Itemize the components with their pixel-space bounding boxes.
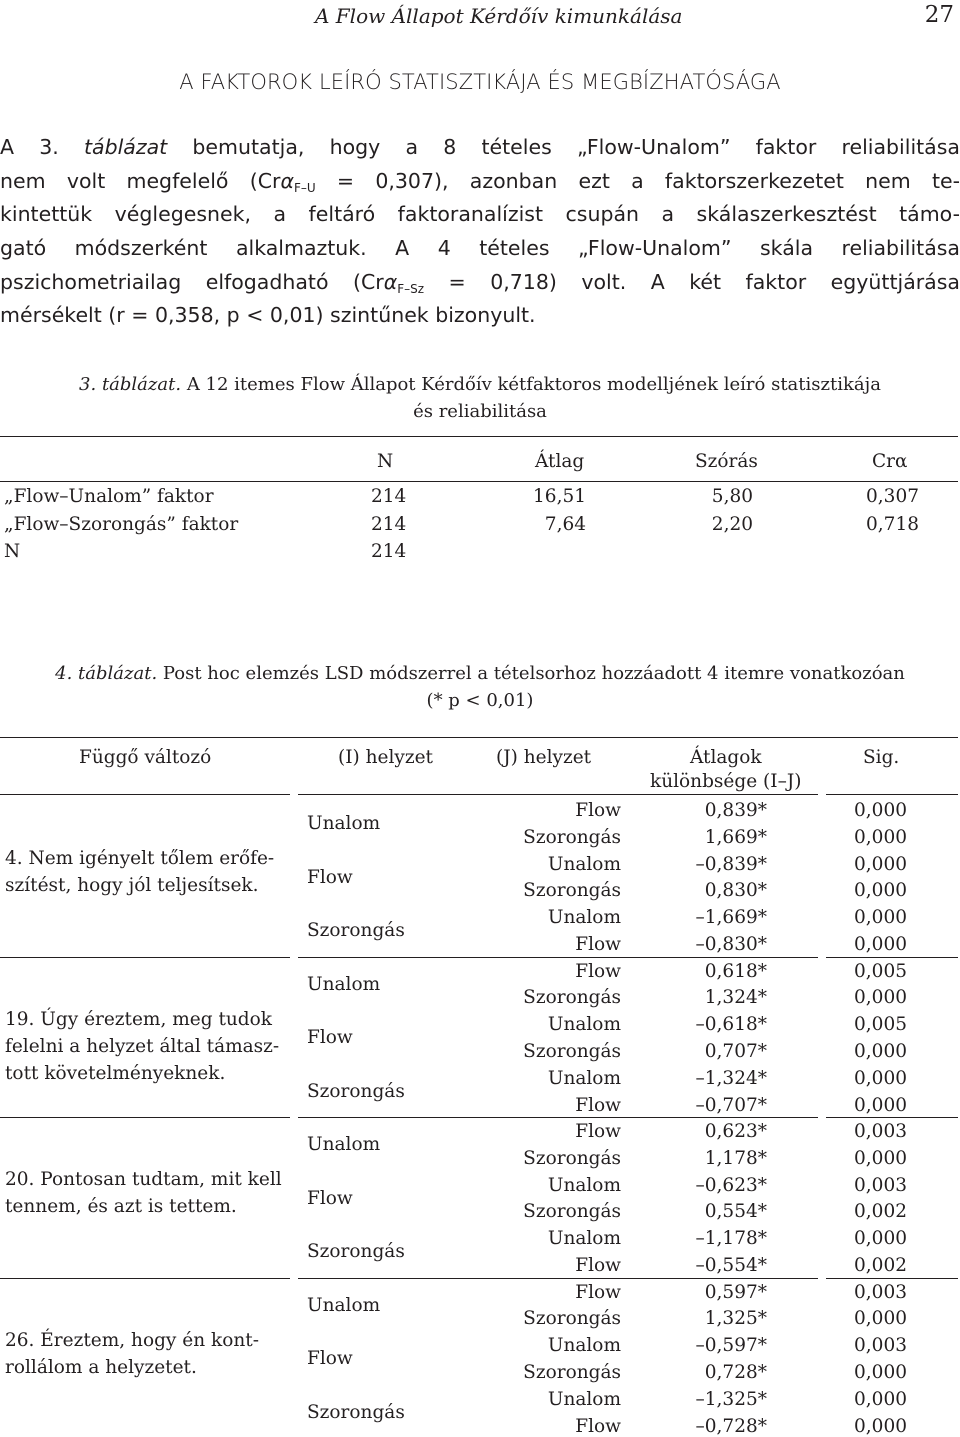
j-condition: Flow <box>575 1281 621 1303</box>
i-condition: Flow <box>307 866 353 888</box>
page-number: 27 <box>924 2 954 28</box>
dependent-variable-label-line: 19. Úgy éreztem, meg tudok <box>5 1008 272 1030</box>
significance: 0,005 <box>854 1014 907 1036</box>
running-title: A Flow Állapot Kérdőív kimunkálása <box>315 4 683 28</box>
significance: 0,000 <box>854 826 907 848</box>
t3-cell-sd: 2,20 <box>711 513 753 535</box>
t3-cell-sd: 5,80 <box>711 486 753 507</box>
i-condition: Flow <box>307 1187 353 1209</box>
mean-difference: 0,618* <box>704 960 767 982</box>
significance: 0,003 <box>854 1121 907 1142</box>
mean-difference: –0,830* <box>695 934 767 955</box>
body-paragraph <box>0 131 960 333</box>
significance: 0,000 <box>854 1388 907 1410</box>
i-condition: Szorongás <box>307 1080 405 1102</box>
significance: 0,003 <box>854 1174 907 1196</box>
significance: 0,000 <box>854 853 907 875</box>
t3-cell-n: 214 <box>371 513 407 535</box>
j-condition: Szorongás <box>523 1201 621 1223</box>
significance: 0,000 <box>854 880 907 902</box>
j-condition: Flow <box>575 1094 621 1116</box>
significance: 0,000 <box>854 1228 907 1250</box>
mean-difference: –0,623* <box>695 1174 767 1196</box>
mean-difference: –0,618* <box>695 1014 767 1036</box>
mean-difference: 0,839* <box>704 800 767 821</box>
paragraph-line: A 3. táblázat bemutatja, hogy a 8 tételes „Flow-Unalom” faktor reliabilitása <box>0 135 960 159</box>
dependent-variable-label-line: 4. Nem igényelt tőlem erőfe- <box>5 848 275 869</box>
significance: 0,000 <box>854 800 907 821</box>
t3-cell-n: 214 <box>371 486 407 507</box>
mean-difference: 0,830* <box>704 880 767 902</box>
mean-difference: 1,669* <box>704 826 767 848</box>
t4-header-rule-mid <box>298 794 818 795</box>
t3-row-label: „Flow–Unalom” faktor <box>4 486 214 507</box>
mean-difference: –1,324* <box>695 1067 767 1089</box>
i-condition: Unalom <box>307 973 381 995</box>
t4-block-rule-mid <box>298 957 818 958</box>
table3-caption: 3. táblázat. A 12 itemes Flow Állapot Kérdőív kétfaktoros modelljének leíró statisztikája és reliabilitása <box>79 374 881 422</box>
t4-header-dv: Függő változó <box>79 747 212 768</box>
mean-difference: –1,178* <box>695 1228 767 1250</box>
section-title: A FAKTOROK LEÍRÓ STATISZTIKÁJA ÉS MEGBÍZHATÓSÁGA <box>179 70 781 94</box>
t4-block-rule-mid <box>298 1117 818 1118</box>
paragraph-line: gató módszerként alkalmaztuk. A 4 tételes „Flow-Unalom” skála reliabilitása <box>0 236 960 261</box>
dependent-variable-label-line: 26. Éreztem, hogy én kont- <box>5 1329 259 1351</box>
significance: 0,005 <box>854 960 907 982</box>
j-condition: Szorongás <box>523 1361 621 1383</box>
t4-header-diff-2: különbsége (I–J) <box>650 771 802 792</box>
dependent-variable-label <box>5 845 295 899</box>
j-condition: Flow <box>575 960 621 982</box>
paragraph-line: mérsékelt (r = 0,358, p < 0,01) szintűnek bizonyult. <box>0 303 536 328</box>
t4-header-j: (J) helyzet <box>496 747 592 768</box>
mean-difference: 1,325* <box>704 1308 767 1330</box>
i-condition: Unalom <box>307 1134 381 1155</box>
j-condition: Unalom <box>547 1228 621 1250</box>
t4-block-rule-dv <box>0 1278 290 1279</box>
j-condition: Unalom <box>547 1174 621 1196</box>
significance: 0,003 <box>854 1281 907 1303</box>
paragraph-line: pszichometriailag elfogadható (Crα$_{F-Sz}$ = 0,718) volt. A két faktor együttjárása <box>0 269 960 296</box>
j-condition: Szorongás <box>523 1040 621 1062</box>
significance: 0,000 <box>854 1361 907 1383</box>
t3-row-label: „Flow–Szorongás” faktor <box>4 513 239 535</box>
t3-header-sd: Szórás <box>695 451 758 472</box>
t3-cell-mean: 16,51 <box>533 486 586 507</box>
j-condition: Szorongás <box>523 1147 621 1169</box>
t4-header-sig: Sig. <box>863 747 900 768</box>
mean-difference: –1,669* <box>695 907 767 929</box>
t3-row-label: N <box>4 541 21 562</box>
mean-difference: –0,839* <box>695 853 767 875</box>
t3-cell-mean: 7,64 <box>544 513 586 535</box>
j-condition: Unalom <box>547 853 621 875</box>
j-condition: Flow <box>575 1255 621 1276</box>
mean-difference: 0,707* <box>704 1040 767 1062</box>
significance: 0,002 <box>854 1255 907 1276</box>
j-condition: Unalom <box>547 1388 621 1410</box>
j-condition: Unalom <box>547 1014 621 1036</box>
mean-difference: –0,728* <box>695 1415 767 1437</box>
t3-cell-cra: 0,307 <box>866 486 919 507</box>
j-condition: Szorongás <box>523 826 621 848</box>
significance: 0,002 <box>854 1201 907 1223</box>
t4-block-rule-sig <box>826 1117 958 1118</box>
dependent-variable-label-line: tott követelményeknek. <box>5 1062 226 1084</box>
mean-difference: –0,707* <box>695 1094 767 1116</box>
significance: 0,000 <box>854 1415 907 1437</box>
table3-top-rule <box>0 436 958 437</box>
i-condition: Flow <box>307 1348 353 1370</box>
t4-header-rule-dv <box>0 794 290 795</box>
dependent-variable-label <box>5 1327 295 1381</box>
mean-difference: 1,178* <box>704 1147 767 1169</box>
t3-cell-n: 214 <box>371 541 407 562</box>
i-condition: Szorongás <box>307 1241 405 1263</box>
mean-difference: 0,623* <box>704 1121 767 1142</box>
i-condition: Szorongás <box>307 1401 405 1423</box>
j-condition: Flow <box>575 800 621 821</box>
j-condition: Szorongás <box>523 987 621 1009</box>
t4-header-diff-1: Átlagok <box>690 747 762 768</box>
j-condition: Unalom <box>547 1067 621 1089</box>
mean-difference: 1,324* <box>704 987 767 1009</box>
i-condition: Unalom <box>307 813 381 834</box>
mean-difference: 0,728* <box>704 1361 767 1383</box>
t4-block-rule-sig <box>826 1278 958 1279</box>
j-condition: Flow <box>575 934 621 955</box>
dependent-variable-label-line: 20. Pontosan tudtam, mit kell <box>5 1169 282 1190</box>
significance: 0,000 <box>854 1147 907 1169</box>
paragraph-line: nem volt megfelelő (Crα$_{F-U}$ = 0,307), azonban ezt a faktorszerkezetet nem te- <box>0 168 960 195</box>
significance: 0,000 <box>854 987 907 1009</box>
table4-top-rule <box>0 737 958 738</box>
t3-cell-cra: 0,718 <box>866 513 919 535</box>
dependent-variable-label-line: szítést, hogy jól teljesítsek. <box>5 875 259 896</box>
mean-difference: 0,597* <box>704 1281 767 1303</box>
t3-header-cra: Crα <box>872 451 908 472</box>
dependent-variable-label <box>5 1166 295 1220</box>
dependent-variable-label-line: felelni a helyzet által támasz- <box>5 1035 280 1057</box>
t3-header-mean: Átlag <box>535 451 585 472</box>
significance: 0,000 <box>854 1094 907 1116</box>
significance: 0,000 <box>854 1040 907 1062</box>
dependent-variable-label <box>5 1006 295 1087</box>
table4-caption: 4. táblázat. Post hoc elemzés LSD módszerrel a tételsorhoz hozzáadott 4 itemre vonatkozóan (* p < 0,01) <box>55 663 905 711</box>
j-condition: Unalom <box>547 907 621 929</box>
t4-header-i: (I) helyzet <box>338 747 433 768</box>
mean-difference: –0,554* <box>695 1255 767 1276</box>
j-condition: Flow <box>575 1415 621 1437</box>
t4-header-rule-sig <box>826 794 958 795</box>
dependent-variable-label-line: rollálom a helyzetet. <box>5 1356 197 1378</box>
t4-block-rule-mid <box>298 1278 818 1279</box>
paragraph-line: kintettük véglegesnek, a feltáró faktoranalízist csupán a skálaszerkesztést támo- <box>0 202 960 227</box>
significance: 0,003 <box>854 1335 907 1357</box>
significance: 0,000 <box>854 1067 907 1089</box>
t4-block-rule-dv <box>0 1117 290 1118</box>
t4-block-rule-dv <box>0 957 290 958</box>
significance: 0,000 <box>854 1308 907 1330</box>
significance: 0,000 <box>854 934 907 955</box>
mean-difference: –1,325* <box>695 1388 767 1410</box>
significance: 0,000 <box>854 907 907 929</box>
dependent-variable-label-line: tennem, és azt is tettem. <box>5 1196 237 1217</box>
j-condition: Unalom <box>547 1335 621 1357</box>
i-condition: Szorongás <box>307 920 405 942</box>
t4-block-rule-sig <box>826 957 958 958</box>
i-condition: Unalom <box>307 1294 381 1316</box>
j-condition: Szorongás <box>523 1308 621 1330</box>
t3-header-n: N <box>377 451 394 472</box>
mean-difference: 0,554* <box>704 1201 767 1223</box>
i-condition: Flow <box>307 1027 353 1049</box>
j-condition: Szorongás <box>523 880 621 902</box>
mean-difference: –0,597* <box>695 1335 767 1357</box>
table3-header-rule <box>0 481 958 482</box>
j-condition: Flow <box>575 1121 621 1142</box>
